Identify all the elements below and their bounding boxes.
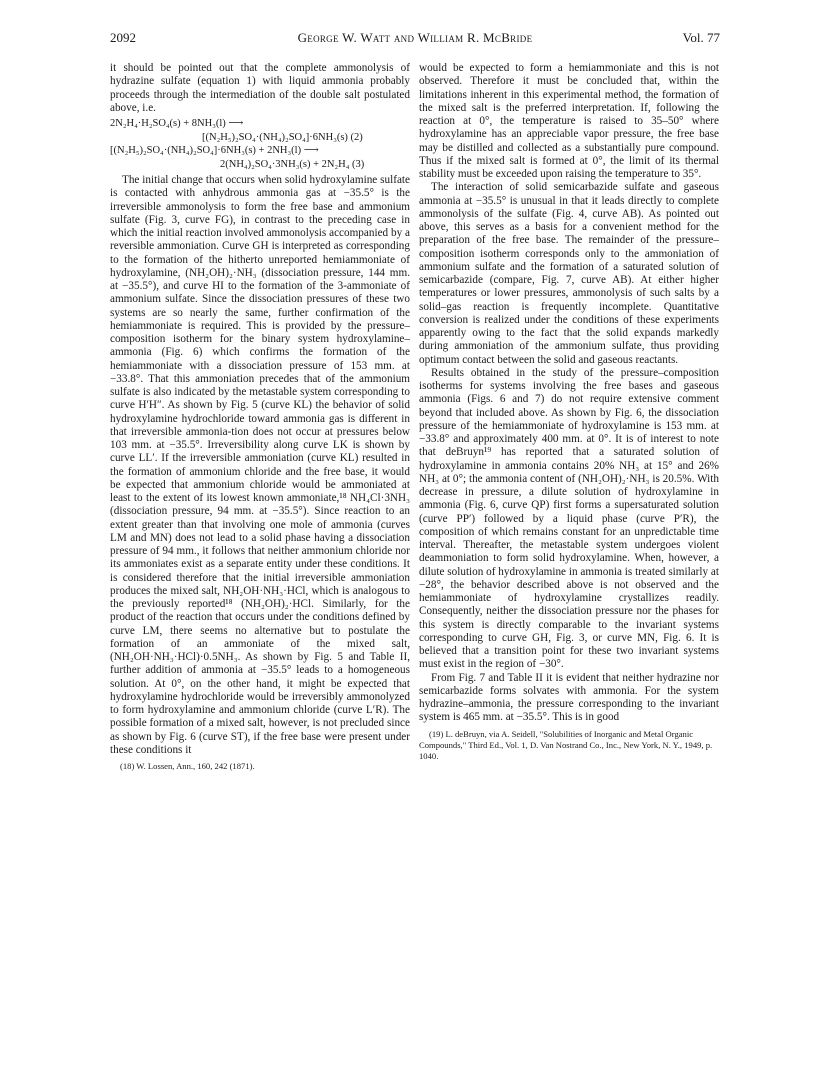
paragraph: From Fig. 7 and Table II it is evident that neither hydrazine nor semicarbazide forms solvates with ammonia. For the system hydrazine–ammonia, the pressure corresponding to the invariant system is 465 mm. at −35.5°. This is in good: [419, 671, 719, 724]
paragraph: would be expected to form a hemiammoniate and this is not observed. Therefore it must be concluded that, within the limitations inherent in this experimental method, the formation of the mixed salt is the preferred interpretation. If, following the reaction at 0°, the temperature is raised to 35–50° where hydroxylamine has an appreciable vapor pressure, the free base may be distilled and collected as a substantially pure compound. Thus if the mixed salt is formed at 0°, the limit of its thermal stability must be exceeded upon raising the temperature to 35°.: [419, 62, 719, 180]
paragraph: The interaction of solid semicarbazide sulfate and gaseous ammonia at −35.5° is unusual in that it leads directly to complete ammonolysis of the sulfate (Fig. 4, curve AB). As pointed out above, this serves as a basis for a convenient method for the preparation of the free base. The remainder of the pressure–composition isotherm corresponds only to the ammoniation of ammonium sulfate and the formation of a saturated solution of semicarbazide (compare, Fig. 7, curve AB). At either higher temperatures or lower pressures, ammonolysis of such salts by a solid–gas reaction is frequently incomplete. Quantitative conversion is realized under the conditions of these experiments apparently owing to the fact that the solid expands markedly during ammoniation of the ammonium sulfate, thus providing optimum contact between the solid and gaseous reactants.: [419, 181, 719, 366]
volume-number: Vol. 77: [682, 30, 720, 45]
left-column: [110, 62, 410, 772]
page-header: [110, 30, 720, 48]
equation-2-line-1: 2N₂H₄·H₂SO₄(s) + 8NH₃(l) ⟶: [110, 118, 244, 129]
paragraph: The initial change that occurs when solid hydroxylamine sulfate is contacted with anhydrous ammonia gas at −35.5° is the irreversible ammonolysis to form the free base and ammonium sulfate (Fig. 3, curve FG), in contrast to the preceding case in which the initial reaction involved ammonolysis accompanied by a reversible ammoniation. Curve GH is interpreted as corresponding to the formation of the hitherto unreported hemiammoniate of hydroxylamine, (NH₂OH)₂·NH₃ (dissociation pressure, 144 mm. at −35.5°), and curve HI to the formation of the 3-ammoniate of ammonium sulfate. Since the dissociation pressures of these two systems are so nearly the same, further confirmation of the hemiammoniate is required. This is provided by the pressure–composition isotherm for the binary system hydroxylamine–ammonia (Fig. 6) which confirms the formation of the hemiammoniate with a dissociation pressure of 153 mm. at −33.8°. That this ammoniation precedes that of the ammonium sulfate is also indicated by the metastable system corresponding to curve H′H″. As shown by Fig. 5 (curve KL) the behavior of solid hydroxylamine hydrochloride toward ammonia gas is different in that irreversible ammonia-tion does not occur at pressures below 103 mm. at −35.5°. Irreversibility along curve LK is shown by curve LL′. If the irreversible ammoniation (curve KL) resulted in the formation of ammonium chloride and the free base, it would be expected that ammonium chloride would be ammoniated at least to the extent of its lowest known ammoniate,¹⁸ NH₄Cl·3NH₃ (dissociation pressure, 94 mm. at −35.5°). Since reaction to an extent greater than that involving one mole of ammonia (curves LM and MN) does not lead to a solid phase having a dissociation pressure of 94 mm., it follows that neither ammonium chloride nor its ammoniates exist as a separate entity under these conditions. It is considered therefore that the initial irreversible ammoniation produces the mixed salt, NH₂OH·NH₃·HCl, which is analogous to the previously reported¹⁸ (NH₂OH)₂·HCl. Similarly, for the product of the reaction that occurs under the conditions defined by curve LM, there seems no alternative but to postulate the formation of an ammoniate of the mixed salt, (NH₂OH·NH₃·HCl)·0.5NH₃. As shown by Fig. 5 and Table II, further addition of ammonia at −35.5° leads to a homogeneous solution. At 0°, on the other hand, it might be expected that hydroxylamine hydrochloride would be irreversibly ammonolyzed to form hydroxylamine and ammonium chloride (curve L′R). The possible formation of a mixed salt, however, is not precluded since as shown by Fig. 6 (curve ST), if the free base were present under these conditions it: [110, 174, 410, 756]
footnote-19: (19) L. deBruyn, via A. Seidell, "Solubilities of Inorganic and Metal Organic Compounds," Third Ed., Vol. 1, D. Van Nostrand Co., Inc., New York, N. Y., 1949, p. 1040.: [419, 728, 713, 761]
equation-3-line-1: [(N₂H₅)₂SO₄·(NH₄)₂SO₄]·6NH₃(s) + 2NH₃(l) ⟶: [110, 145, 319, 156]
equation-3-line-2: 2(NH₄)₂SO₄·3NH₃(s) + 2N₂H₄ (3): [220, 158, 365, 170]
running-head-authors: George W. Watt and William R. McBride: [297, 30, 533, 45]
equation-block: [110, 117, 410, 171]
paragraph: it should be pointed out that the complete ammonolysis of hydrazine sulfate (equation 1) with liquid ammonia probably proceeds through the intermediation of the double salt postulated above, i.e.: [110, 62, 410, 114]
paragraph: Results obtained in the study of the pressure–composition isotherms for systems involving the free bases and gaseous ammonia (Figs. 6 and 7) do not require extensive comment beyond that included above. As shown by Fig. 6, the dissociation pressure of the hemiammoniate of hydroxylamine is 153 mm. at −33.8° and approximately 400 mm. at 0°. It is of interest to note that deBruyn¹⁹ has reported that a saturated solution of hydroxylamine in ammonia contains 20% NH₃ at 15° and 26% NH₃ at 0°; the ammonia content of (NH₂OH)₂·NH₃ is 20.5%. With decrease in pressure, a dilute solution of hydroxylamine in ammonia (Fig. 6, curve QP) first forms a supersaturated solution (curve PP′) followed by a liquid phase (curve P′R), the composition of which remains constant for an unpredictable time interval. Thereafter, the metastable system undergoes violent deammoniation to form solid hydroxylamine. When, however, a dilute solution of hydroxylamine in ammonia is treated similarly at −28°, the behavior described above is not observed and the hemiammoniate of hydroxylamine crystallizes readily. Consequently, neither the dissociation pressure nor the phases for this system is directly comparable to the invariant systems corresponding to curve GH, Fig. 3, or curve MN, Fig. 6. It is believed that a transition point for these two invariant systems must exist in the region of −30°.: [419, 366, 719, 671]
right-column: [419, 62, 719, 762]
equation-2-line-2: [(N₂H₅)₂SO₄·(NH₄)₂SO₄]·6NH₃(s) (2): [202, 131, 363, 143]
footnote-18: (18) W. Lossen, Ann., 160, 242 (1871).: [120, 761, 255, 771]
page-number: 2092: [110, 30, 136, 45]
